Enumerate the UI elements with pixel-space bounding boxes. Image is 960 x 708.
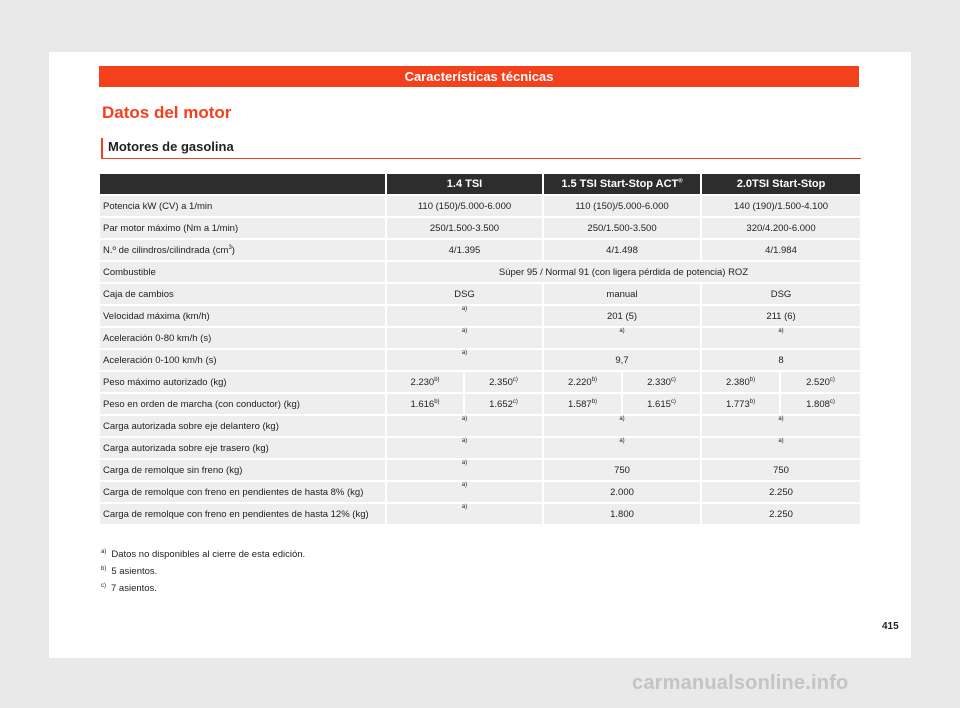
table-cell [700,460,860,480]
row-label [100,482,385,502]
table-cell [700,328,860,348]
footnote-ref: a) [619,416,625,423]
cell-value: 2.380 [725,376,750,388]
row-label [100,328,385,348]
cell-value: 4/1.498 [606,244,638,256]
cell-value: 2.250 [769,508,793,520]
footnote-ref: a) [461,504,468,511]
cell-value: 2.220 [567,376,592,388]
engine-specs-table [100,172,860,526]
cell-value: 140 (190)/1.500-4.100 [734,200,829,212]
row-label [100,372,385,392]
table-cell [542,504,700,524]
footnote-ref: a) [461,306,468,313]
page-title: Datos del motor [102,103,232,122]
row-label [100,438,385,458]
table-cell [385,306,542,326]
cell-value: 201 (5) [606,310,638,322]
footnote-b [101,566,305,583]
table-cell [700,504,860,524]
table-row [100,262,860,282]
row-label-text: Peso en orden de marcha (con conductor) (kg) [103,398,300,410]
table-cell [700,240,860,260]
footnote-ref: b) [591,398,598,405]
table-row [100,328,860,348]
footnote-mark: a) [101,548,107,555]
cell-value: 1.808 [806,398,830,410]
row-label-text: N.º de cilindros/cilindrada (cm [103,244,229,256]
footnote-ref: a) [619,438,625,445]
table-cell [700,196,860,216]
table-cell [700,284,860,304]
table-cell [385,394,463,414]
footnote-c [101,583,305,600]
footnote-ref: b) [749,398,756,405]
row-label-end: ) [231,244,235,256]
table-cell [779,372,860,392]
table-row [100,372,860,392]
cell-value: 1.616 [410,398,435,410]
footnote-mark: c) [101,582,106,589]
cell-value: 1.615 [647,398,671,410]
cell-value: Súper 95 / Normal 91 (con ligera pérdida de potencia) ROZ [498,266,749,278]
footnote-ref: a) [461,350,468,357]
cell-value: DSG [454,288,475,300]
row-label [100,262,385,282]
table-cell [385,416,542,436]
footnote-text: 5 asientos. [111,566,158,577]
table-cell [542,284,700,304]
table-cell [542,350,700,370]
table-cell [542,372,621,392]
row-label-text: Carga autorizada sobre eje trasero (kg) [103,442,269,454]
cell-value: 110 (150)/5.000-6.000 [575,200,669,212]
document-page [49,52,911,658]
row-label [100,306,385,326]
table-cell [542,460,700,480]
table-cell [542,328,700,348]
table-cell [463,394,542,414]
cell-value: 2.330 [647,376,671,388]
table-row [100,306,860,326]
footnote-ref: c) [512,398,518,405]
row-label [100,350,385,370]
footnotes [101,549,305,600]
row-label-text: Velocidad máxima (km/h) [103,310,210,322]
cell-value: 1.800 [610,508,634,520]
header-1-4-tsi: 1.4 TSI [385,174,542,194]
footnote-ref: c) [829,398,835,405]
footnote-ref: b) [749,376,756,383]
cell-value: 2.250 [769,486,793,498]
cell-value: 1.587 [567,398,592,410]
table-cell [542,240,700,260]
row-label [100,284,385,304]
table-cell [385,438,542,458]
table-cell [700,218,860,238]
label-superscript: 3 [228,244,232,251]
cell-value: 4/1.984 [765,244,797,256]
footnote-ref: a) [461,482,468,489]
cell-value: 211 (6) [766,310,796,322]
footnote-ref: a) [461,460,468,467]
row-label [100,416,385,436]
footnote-ref: a) [461,328,468,335]
table-cell [385,504,542,524]
row-label-text: Aceleración 0-80 km/h (s) [103,332,212,344]
watermark: carmanualsonline.info [632,672,849,694]
table-body [100,196,860,524]
footnote-ref: a) [461,416,468,423]
table-row [100,482,860,502]
table-cell [463,372,542,392]
table-cell [542,196,700,216]
row-label-text: Combustible [103,266,156,278]
table-row [100,350,860,370]
table-cell [700,306,860,326]
table-cell [385,284,542,304]
header-1-5-tsi-text: 1.5 TSI Start-Stop ACT [561,178,679,190]
header-empty [100,174,385,194]
cell-value: manual [606,288,638,300]
footnote-ref: c) [670,398,676,405]
table-cell [542,438,700,458]
table-cell [385,482,542,502]
table-cell [700,416,860,436]
cell-value: 2.520 [806,376,830,388]
footnote-ref: a) [778,416,784,423]
footnote-ref: c) [829,376,835,383]
cell-value: 2.230 [410,376,435,388]
table-row [100,196,860,216]
footnote-a [101,549,305,566]
cell-value: DSG [770,288,792,300]
table-row [100,394,860,414]
footnote-ref: c) [512,376,518,383]
cell-value: 2.000 [610,486,634,498]
footnote-ref: a) [778,328,784,335]
footnote-ref: b) [434,398,440,405]
subtitle-text: Motores de gasolina [108,139,234,154]
page-number: 415 [882,621,899,632]
table-header-row [100,174,860,194]
table-cell [542,218,700,238]
row-label-text: Par motor máximo (Nm a 1/min) [103,222,239,234]
row-label [100,460,385,480]
cell-value: 750 [614,464,630,476]
table-cell [385,196,542,216]
table-cell [700,350,860,370]
footnote-ref: c) [670,376,676,383]
row-label-text: Peso máximo autorizado (kg) [103,376,227,388]
row-label-text: Carga de remolque con freno en pendientes de hasta 8% (kg) [103,486,364,498]
footnote-ref: a) [461,438,468,445]
cell-value: 320/4.200-6.000 [746,222,816,234]
row-label-text: Carga autorizada sobre eje delantero (kg) [103,420,279,432]
table-row [100,416,860,436]
header-2-0-tsi: 2.0TSI Start-Stop [700,174,860,194]
footnote-text: Datos no disponibles al cierre de esta edición. [111,549,306,560]
row-label-text: Aceleración 0-100 km/h (s) [103,354,217,366]
table-cell [385,350,542,370]
table-cell [542,306,700,326]
footnote-mark: b) [101,565,107,572]
cell-value: 4/1.395 [448,244,481,256]
table-cell [385,218,542,238]
cell-value: 250/1.500-3.500 [587,222,657,234]
cell-value: 2.350 [489,376,513,388]
table-cell [542,394,621,414]
table-cell [700,394,779,414]
footnote-ref: b) [591,376,598,383]
section-subtitle [101,138,861,159]
cell-value: 250/1.500-3.500 [429,222,500,234]
footnote-ref: a) [778,438,784,445]
table-cell [621,394,700,414]
header-registered-mark: ® [678,178,683,185]
table-row [100,438,860,458]
table-cell [385,372,463,392]
header-1-5-tsi [542,174,700,194]
table-row [100,460,860,480]
table-cell [700,482,860,502]
row-label-text: Potencia kW (CV) a 1/min [103,200,213,212]
table-cell [385,240,542,260]
footnote-text: 7 asientos. [111,583,157,594]
table-row [100,504,860,524]
table-cell [385,460,542,480]
row-label [100,394,385,414]
row-label-text: Caja de cambios [103,288,174,300]
row-label [100,504,385,524]
cell-value: 9,7 [615,354,629,366]
row-label [100,196,385,216]
row-label [100,240,385,260]
cell-value: 1.652 [489,398,513,410]
table-cell [385,262,860,282]
table-cell [621,372,700,392]
cell-value: 1.773 [725,398,750,410]
table-row [100,218,860,238]
table-cell [700,438,860,458]
section-banner: Características técnicas [99,66,859,87]
cell-value: 110 (150)/5.000-6.000 [417,200,512,212]
table-cell [779,394,860,414]
cell-value: 8 [778,354,784,366]
row-label-text: Carga de remolque con freno en pendientes de hasta 12% (kg) [103,508,369,520]
table-cell [700,372,779,392]
table-row [100,240,860,260]
footnote-ref: b) [434,376,440,383]
cell-value: 750 [773,464,789,476]
table-cell [542,482,700,502]
row-label [100,218,385,238]
row-label-text: Carga de remolque sin freno (kg) [103,464,243,476]
footnote-ref: a) [619,328,625,335]
table-cell [542,416,700,436]
table-cell [385,328,542,348]
table-row [100,284,860,304]
